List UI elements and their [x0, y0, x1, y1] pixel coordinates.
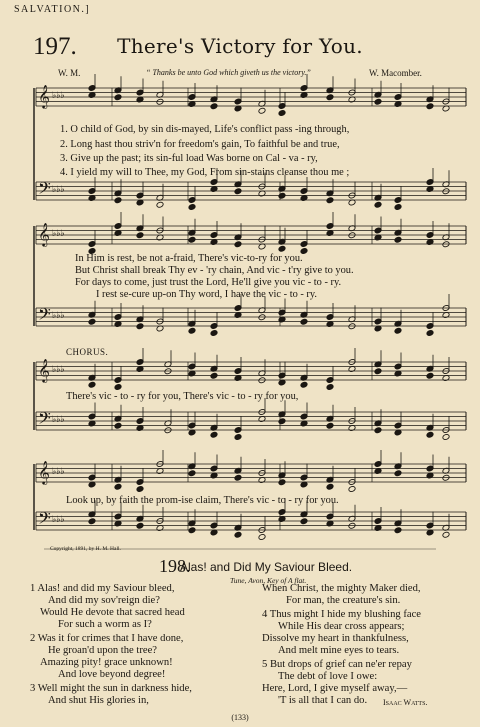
note-head — [114, 197, 122, 204]
note-head — [136, 323, 144, 330]
note-head — [300, 518, 308, 525]
verse-line: 1. O child of God, by sin dis-mayed, Life's conflict pass -ing through, — [60, 124, 350, 135]
hymn2-line: 4 Thus might I hide my blushing face — [262, 609, 421, 620]
note-head — [234, 531, 242, 538]
note-head — [326, 384, 334, 391]
note-head — [188, 470, 196, 477]
note-head — [136, 486, 144, 493]
note-head — [88, 381, 96, 388]
note-head — [374, 98, 382, 105]
note-head — [156, 201, 164, 208]
note-head — [326, 94, 334, 101]
treble-clef: 𝄞 — [38, 358, 50, 382]
note-head — [278, 245, 286, 252]
hymn2-line: And shut His glories in, — [48, 695, 149, 706]
note-head — [348, 486, 356, 493]
note-head — [426, 330, 434, 337]
hymn2-line: And melt mine eyes to tears. — [278, 645, 400, 656]
hymn2-title: Alas! and Did My Saviour Bleed. — [180, 560, 353, 574]
note-head — [136, 232, 144, 239]
key-signature-flats: ♭♭♭ — [52, 415, 65, 425]
note-head — [234, 241, 242, 248]
note-head — [326, 197, 334, 204]
note-head — [114, 94, 122, 101]
hymn2-line: For man, the creature's sin. — [286, 595, 401, 606]
note-head — [114, 384, 122, 391]
hymn2-line: 3 Well might the sun in darkness hide, — [30, 683, 192, 694]
note-head — [394, 236, 402, 243]
verse-line: For days to come, just trust the Lord, He'll give you vic - to - ry. — [75, 277, 342, 288]
note-head — [326, 483, 334, 490]
hymn2-line: 1 Alas! and did my Saviour bleed, — [30, 583, 175, 594]
page-number: (133) — [231, 713, 249, 722]
note-head — [374, 427, 382, 434]
hymn2-line: 2 Was it for crimes that I have done, — [30, 633, 184, 644]
hymn2-line: Here, Lord, I give myself away,— — [262, 683, 408, 694]
hymn2-line: 'T is all that I can do. — [278, 695, 368, 706]
note-head — [394, 527, 402, 534]
note-head — [210, 431, 218, 438]
chorus-line: Look up, by faith the prom-ise claim, There's vic - to - ry for you. — [66, 495, 339, 506]
copyright: Copyright, 1891, by H. M. Hall. — [50, 546, 121, 552]
chorus-line: There's vic - to - ry for you, There's vic - to - ry for you, — [66, 391, 299, 402]
epigraph: “ Thanks be unto God which giveth us the victory.” — [146, 68, 311, 77]
note-head — [88, 318, 96, 325]
chorus-label: CHORUS. — [66, 347, 109, 357]
note-head — [326, 422, 334, 429]
hymn2-line: And did my sov'reign die? — [48, 595, 160, 606]
note-head — [374, 368, 382, 375]
hymn2-line: Would He devote that sacred head — [40, 607, 185, 618]
note-head — [374, 201, 382, 208]
key-signature-flats: ♭♭♭ — [52, 311, 65, 321]
key-signature-flats: ♭♭♭ — [52, 467, 65, 477]
hymn2-line: He groan'd upon the tree? — [48, 645, 157, 656]
note-head — [442, 531, 450, 538]
hymn2-line: And love beyond degree! — [58, 669, 166, 680]
key-signature-flats: ♭♭♭ — [52, 515, 65, 525]
hymn2-author: Isaac Watts. — [383, 698, 428, 707]
note-head — [188, 527, 196, 534]
hymn2-number: 198. — [159, 556, 191, 576]
verse-line: 2. Long hast thou striv'n for freedom's gain, To faithful be and true, — [60, 139, 340, 150]
author-right: W. Macomber. — [369, 68, 422, 78]
verse-line: But Christ shall break Thy ev - 'ry chain, And vic - t'ry give to you. — [75, 265, 354, 276]
note-head — [278, 192, 286, 199]
key-signature-flats: ♭♭♭ — [52, 185, 65, 195]
note-head — [278, 418, 286, 425]
verse-line: In Him is rest, be not a-fraid, There's vic-to-ry for you. — [75, 253, 303, 264]
note-head — [426, 431, 434, 438]
bass-clef: 𝄢 — [38, 304, 51, 328]
hymn-title: There's Victory for You. — [117, 34, 363, 58]
verse-line: I rest se-cure up-on Thy word, I have the vic - to - ry. — [96, 289, 318, 300]
hymn2-line: 5 But drops of grief can ne'er repay — [262, 659, 412, 670]
hymn2-line: When Christ, the mighty Maker died, — [262, 583, 421, 594]
note-head — [88, 518, 96, 525]
note-head — [114, 483, 122, 490]
note-head — [278, 479, 286, 486]
note-head — [258, 107, 266, 114]
verse-line: 3. Give up the past; its sin-ful load Was borne on Cal - va - ry, — [60, 153, 318, 164]
hymn2-line: While His dear cross appears; — [278, 621, 405, 632]
section-label: SALVATION.] — [14, 4, 91, 15]
treble-clef: 𝄞 — [38, 222, 50, 246]
note-head — [234, 434, 242, 441]
note-head — [394, 204, 402, 211]
note-head — [188, 327, 196, 334]
hymn2-line: Amazing pity! grace unknown! — [40, 657, 173, 668]
bass-clef: 𝄢 — [38, 508, 51, 532]
note-head — [394, 470, 402, 477]
treble-clef: 𝄞 — [38, 84, 50, 108]
note-head — [234, 474, 242, 481]
key-signature-flats: ♭♭♭ — [52, 91, 65, 101]
note-head — [188, 236, 196, 243]
note-head — [210, 372, 218, 379]
note-head — [188, 204, 196, 211]
note-head — [442, 434, 450, 441]
note-head — [210, 330, 218, 337]
note-head — [300, 381, 308, 388]
note-head — [278, 110, 286, 117]
key-signature-flats: ♭♭♭ — [52, 229, 65, 239]
hymn2-line: Dissolve my heart in thankfulness, — [262, 633, 409, 644]
hymn2-tune: Tune, Avon, Key of A flat. — [230, 576, 307, 585]
note-head — [210, 103, 218, 110]
note-head — [114, 422, 122, 429]
note-head — [234, 188, 242, 195]
key-signature-flats: ♭♭♭ — [52, 365, 65, 375]
bass-clef: 𝄢 — [38, 408, 51, 432]
note-head — [426, 103, 434, 110]
hymn-number: 197. — [33, 33, 77, 60]
note-head — [394, 327, 402, 334]
hymn2-line: For such a worm as I? — [58, 619, 152, 630]
hymn2-line: The debt of love I owe: — [278, 671, 378, 682]
note-head — [300, 318, 308, 325]
bass-clef: 𝄢 — [38, 178, 51, 202]
verse-line: 4. I yield my will to Thee, my God, From sin-stains cleanse thou me ; — [60, 167, 350, 178]
treble-clef: 𝄞 — [38, 460, 50, 484]
note-head — [258, 534, 266, 541]
author-left: W. M. — [58, 68, 81, 78]
note-head — [426, 372, 434, 379]
note-head — [136, 522, 144, 529]
